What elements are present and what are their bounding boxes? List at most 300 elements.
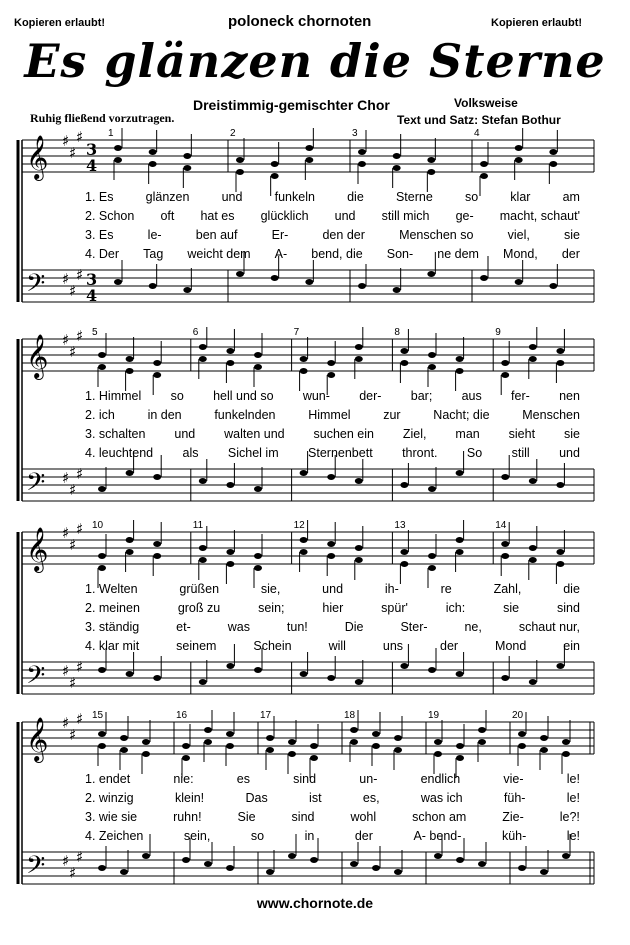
note-head bbox=[556, 360, 564, 366]
lyric-syllable: le- bbox=[147, 228, 162, 242]
lyric-line bbox=[85, 427, 580, 441]
lyric-syllable: hat es bbox=[200, 209, 235, 223]
lyric-syllable: und bbox=[322, 582, 344, 596]
lyric-syllable: Die bbox=[344, 620, 364, 634]
lyric-syllable: so bbox=[170, 389, 184, 403]
time-signature-top: 3 bbox=[86, 140, 98, 159]
bass-clef-icon: 𝄢 bbox=[26, 269, 46, 304]
note-head bbox=[254, 486, 262, 492]
bass-clef-icon: 𝄢 bbox=[26, 468, 46, 503]
lyric-syllable: füh- bbox=[503, 791, 526, 805]
note-head bbox=[501, 372, 509, 378]
lyric-syllable: 1. Welten bbox=[85, 582, 138, 596]
note-head bbox=[518, 865, 526, 871]
lyric-syllable: Sie bbox=[237, 810, 256, 824]
sharp-icon: ♯ bbox=[69, 726, 77, 744]
lyric-syllable: zur bbox=[383, 408, 401, 422]
note-head bbox=[98, 667, 106, 673]
note-head bbox=[254, 553, 262, 559]
note-head bbox=[372, 731, 380, 737]
sharp-icon: ♯ bbox=[76, 465, 84, 483]
sharp-icon: ♯ bbox=[62, 331, 70, 349]
lyric-syllable: ne, bbox=[464, 620, 482, 634]
note-head bbox=[199, 356, 207, 362]
note-head bbox=[126, 356, 134, 362]
measure-number: 16 bbox=[176, 710, 188, 721]
note-head bbox=[456, 356, 464, 362]
note-head bbox=[428, 565, 436, 571]
note-head bbox=[254, 364, 262, 370]
note-head bbox=[126, 368, 134, 374]
lyric-line bbox=[85, 247, 580, 261]
note-head bbox=[254, 565, 262, 571]
note-head bbox=[529, 557, 537, 563]
lyric-syllable: ih- bbox=[384, 582, 399, 596]
lyric-syllable: ben auf bbox=[195, 228, 238, 242]
note-head bbox=[456, 743, 464, 749]
note-head bbox=[427, 157, 435, 163]
lyric-line bbox=[85, 408, 580, 422]
note-head bbox=[562, 751, 570, 757]
lyric-syllable: Mond bbox=[495, 639, 527, 653]
sharp-icon: ♯ bbox=[76, 266, 84, 284]
sharp-icon: ♯ bbox=[69, 481, 77, 499]
lyric-syllable: le! bbox=[566, 791, 580, 805]
lyric-syllable: Ster- bbox=[400, 620, 428, 634]
lyric-syllable: 2. winzig bbox=[85, 791, 134, 805]
note-head bbox=[480, 275, 488, 281]
note-head bbox=[254, 667, 262, 673]
lyric-syllable: Sichel im bbox=[227, 446, 279, 460]
sharp-icon: ♯ bbox=[69, 674, 77, 692]
lyric-syllable: sie bbox=[503, 601, 520, 615]
measure-number: 8 bbox=[394, 327, 400, 338]
note-head bbox=[556, 663, 564, 669]
lyric-line bbox=[85, 639, 580, 653]
note-head bbox=[456, 549, 464, 555]
note-head bbox=[182, 755, 190, 761]
lyric-syllable: le?! bbox=[559, 810, 580, 824]
lyric-syllable: und bbox=[334, 209, 356, 223]
lyric-syllable: ist bbox=[309, 791, 322, 805]
note-head bbox=[126, 671, 134, 677]
lyric-syllable: 3. schalten bbox=[85, 427, 146, 441]
lyric-syllable: uns bbox=[382, 639, 404, 653]
note-head bbox=[226, 549, 234, 555]
note-head bbox=[501, 541, 509, 547]
lyric-syllable: klar bbox=[510, 190, 531, 204]
lyric-syllable: A- bend- bbox=[413, 829, 462, 843]
note-head bbox=[529, 344, 537, 350]
sharp-icon: ♯ bbox=[76, 327, 84, 345]
credits: Text und Satz: Stefan Bothur bbox=[397, 113, 561, 127]
note-head bbox=[358, 283, 366, 289]
lyric-syllable: die bbox=[563, 582, 580, 596]
note-head bbox=[355, 344, 363, 350]
note-head bbox=[98, 364, 106, 370]
note-head bbox=[515, 279, 523, 285]
note-head bbox=[266, 869, 274, 875]
lyric-syllable: aus bbox=[461, 389, 482, 403]
note-head bbox=[98, 565, 106, 571]
lyric-syllable: in den bbox=[147, 408, 182, 422]
lyric-syllable: glänzen bbox=[145, 190, 190, 204]
lyric-syllable: le! bbox=[566, 772, 580, 786]
lyric-syllable: funkeln bbox=[274, 190, 315, 204]
note-head bbox=[540, 747, 548, 753]
lyric-syllable: walten und bbox=[224, 427, 285, 441]
note-head bbox=[549, 283, 557, 289]
footer-url[interactable]: www.chornote.de bbox=[256, 895, 374, 911]
note-head bbox=[199, 557, 207, 563]
note-head bbox=[183, 153, 191, 159]
lyric-syllable: 1. Himmel bbox=[85, 389, 142, 403]
note-head bbox=[153, 541, 161, 547]
lyric-syllable: So bbox=[466, 446, 483, 460]
lyric-line bbox=[85, 582, 580, 596]
lyric-syllable: Tag bbox=[143, 247, 164, 261]
note-head bbox=[149, 161, 157, 167]
lyric-syllable: fer- bbox=[511, 389, 530, 403]
lyric-syllable: thront. bbox=[402, 446, 438, 460]
lyric-syllable: Zie- bbox=[502, 810, 524, 824]
note-head bbox=[114, 145, 122, 151]
lyric-syllable: bend, die bbox=[311, 247, 363, 261]
note-head bbox=[355, 478, 363, 484]
sharp-icon: ♯ bbox=[69, 536, 77, 554]
note-head bbox=[515, 145, 523, 151]
lyric-syllable: un- bbox=[359, 772, 378, 786]
lyric-syllable: der bbox=[440, 639, 459, 653]
note-head bbox=[98, 731, 106, 737]
note-head bbox=[529, 478, 537, 484]
lyric-syllable: 4. Zeichen bbox=[85, 829, 144, 843]
lyric-syllable: die bbox=[347, 190, 364, 204]
sharp-icon: ♯ bbox=[76, 520, 84, 538]
lyric-line bbox=[85, 389, 580, 403]
sharp-icon: ♯ bbox=[69, 282, 77, 300]
note-head bbox=[199, 344, 207, 350]
measure-number: 3 bbox=[352, 128, 358, 139]
lyric-syllable: schaut nur, bbox=[518, 620, 580, 634]
lyric-syllable: ruhn! bbox=[173, 810, 202, 824]
note-head bbox=[226, 482, 234, 488]
note-head bbox=[428, 553, 436, 559]
sharp-icon: ♯ bbox=[62, 524, 70, 542]
measure-number: 15 bbox=[92, 710, 104, 721]
lyric-syllable: wun- bbox=[302, 389, 330, 403]
lyric-syllable: küh- bbox=[501, 829, 527, 843]
note-head bbox=[300, 368, 308, 374]
note-head bbox=[236, 157, 244, 163]
tempo-marking: Ruhig fließend vorzutragen. bbox=[30, 111, 175, 125]
note-head bbox=[254, 352, 262, 358]
note-head bbox=[393, 287, 401, 293]
lyric-syllable: als bbox=[182, 446, 199, 460]
note-head bbox=[300, 470, 308, 476]
note-head bbox=[350, 727, 358, 733]
measure-number: 20 bbox=[512, 710, 524, 721]
lyric-line bbox=[85, 829, 580, 843]
sharp-icon: ♯ bbox=[62, 469, 70, 487]
lyric-syllable: Sterne bbox=[395, 190, 433, 204]
note-head bbox=[226, 743, 234, 749]
lyric-syllable: 3. ständig bbox=[85, 620, 140, 634]
lyric-syllable: funkelnden bbox=[214, 408, 276, 422]
sharp-icon: ♯ bbox=[76, 128, 84, 146]
note-head bbox=[556, 482, 564, 488]
lyric-syllable: Mond, bbox=[503, 247, 538, 261]
note-head bbox=[199, 545, 207, 551]
note-head bbox=[501, 474, 509, 480]
note-head bbox=[428, 667, 436, 673]
lyric-syllable: 3. wie sie bbox=[85, 810, 138, 824]
note-head bbox=[358, 149, 366, 155]
note-head bbox=[355, 679, 363, 685]
lyric-syllable: seinem bbox=[176, 639, 217, 653]
measure-number: 11 bbox=[192, 520, 204, 531]
note-head bbox=[456, 857, 464, 863]
lyric-syllable: sein, bbox=[183, 829, 211, 843]
lyric-syllable: re bbox=[440, 582, 452, 596]
lyric-syllable: still mich bbox=[381, 209, 430, 223]
note-head bbox=[350, 739, 358, 745]
note-head bbox=[393, 165, 401, 171]
sharp-icon: ♯ bbox=[76, 710, 84, 728]
note-head bbox=[305, 157, 313, 163]
copy-note-left: Kopieren erlaubt! bbox=[14, 17, 106, 29]
note-head bbox=[288, 739, 296, 745]
note-head bbox=[355, 545, 363, 551]
note-head bbox=[153, 474, 161, 480]
note-head bbox=[204, 861, 212, 867]
note-head bbox=[556, 561, 564, 567]
note-head bbox=[358, 161, 366, 167]
lyric-syllable: Zahl, bbox=[493, 582, 522, 596]
measure-number: 12 bbox=[293, 520, 305, 531]
note-head bbox=[556, 348, 564, 354]
lyric-syllable: grüßen bbox=[179, 582, 220, 596]
lyric-syllable: man bbox=[455, 427, 480, 441]
lyric-syllable: vie- bbox=[503, 772, 524, 786]
note-head bbox=[288, 751, 296, 757]
lyric-syllable: am bbox=[562, 190, 580, 204]
lyric-line bbox=[85, 772, 580, 786]
note-head bbox=[271, 275, 279, 281]
note-head bbox=[126, 549, 134, 555]
note-head bbox=[434, 853, 442, 859]
lyric-syllable: 4. klar mit bbox=[85, 639, 140, 653]
measure-number: 18 bbox=[344, 710, 356, 721]
time-signature-top: 3 bbox=[86, 270, 98, 289]
lyric-syllable: 2. Schon bbox=[85, 209, 135, 223]
note-head bbox=[226, 731, 234, 737]
note-head bbox=[549, 161, 557, 167]
sharp-icon: ♯ bbox=[69, 343, 77, 361]
note-head bbox=[300, 549, 308, 555]
note-head bbox=[149, 283, 157, 289]
bass-staff bbox=[22, 270, 594, 302]
note-head bbox=[226, 360, 234, 366]
note-head bbox=[400, 482, 408, 488]
note-head bbox=[372, 743, 380, 749]
note-head bbox=[394, 735, 402, 741]
lyric-syllable: spür' bbox=[381, 601, 408, 615]
note-head bbox=[226, 865, 234, 871]
sharp-icon: ♯ bbox=[62, 270, 70, 288]
lyric-syllable: ein bbox=[563, 639, 580, 653]
note-head bbox=[142, 739, 150, 745]
lyric-line bbox=[85, 190, 580, 204]
lyric-syllable: ich: bbox=[445, 601, 466, 615]
note-head bbox=[183, 287, 191, 293]
note-head bbox=[271, 161, 279, 167]
note-head bbox=[153, 675, 161, 681]
bass-staff bbox=[22, 852, 594, 884]
note-head bbox=[478, 739, 486, 745]
lyric-syllable: nen bbox=[559, 389, 580, 403]
note-head bbox=[327, 360, 335, 366]
note-head bbox=[266, 747, 274, 753]
note-head bbox=[428, 364, 436, 370]
lyric-syllable: Son- bbox=[386, 247, 414, 261]
measure-number: 2 bbox=[230, 128, 236, 139]
lyric-syllable: sieht bbox=[508, 427, 536, 441]
lyric-syllable: bar; bbox=[410, 389, 433, 403]
lyric-syllable: 2. ich bbox=[85, 408, 115, 422]
note-head bbox=[327, 372, 335, 378]
lyric-syllable: 1. endet bbox=[85, 772, 131, 786]
lyric-syllable: 4. leuchtend bbox=[85, 446, 154, 460]
lyric-syllable: oft bbox=[160, 209, 175, 223]
lyric-syllable: sie bbox=[564, 228, 580, 242]
note-head bbox=[266, 735, 274, 741]
lyric-syllable: suchen ein bbox=[313, 427, 374, 441]
note-head bbox=[355, 356, 363, 362]
lyric-syllable: et- bbox=[176, 620, 191, 634]
lyric-syllable: groß zu bbox=[177, 601, 221, 615]
lyric-syllable: hier bbox=[322, 601, 344, 615]
measure-number: 9 bbox=[495, 327, 501, 338]
sharp-icon: ♯ bbox=[62, 662, 70, 680]
note-head bbox=[98, 553, 106, 559]
measure-number: 7 bbox=[293, 327, 300, 338]
note-head bbox=[562, 853, 570, 859]
note-head bbox=[478, 727, 486, 733]
measure-number: 10 bbox=[92, 520, 104, 531]
lyric-syllable: 1. Es bbox=[85, 190, 114, 204]
note-head bbox=[199, 679, 207, 685]
bass-clef-icon: 𝄢 bbox=[26, 851, 46, 886]
note-head bbox=[400, 561, 408, 567]
note-head bbox=[540, 869, 548, 875]
lyric-syllable: was bbox=[227, 620, 250, 634]
note-head bbox=[120, 747, 128, 753]
note-head bbox=[126, 470, 134, 476]
note-head bbox=[355, 557, 363, 563]
subtitle: Dreistimmig-gemischter Chor bbox=[193, 97, 390, 113]
measure-number: 5 bbox=[92, 327, 98, 338]
note-head bbox=[529, 679, 537, 685]
lyric-syllable: der bbox=[561, 247, 580, 261]
lyric-syllable: der bbox=[354, 829, 373, 843]
treble-staff bbox=[22, 140, 594, 172]
lyric-syllable: sie bbox=[563, 427, 580, 441]
lyric-syllable: 3. Es bbox=[85, 228, 114, 242]
lyric-syllable: in bbox=[304, 829, 315, 843]
note-head bbox=[327, 474, 335, 480]
sharp-icon: ♯ bbox=[69, 144, 77, 162]
note-head bbox=[98, 352, 106, 358]
note-head bbox=[182, 743, 190, 749]
measure-number: 17 bbox=[260, 710, 272, 721]
lyric-syllable: tun! bbox=[286, 620, 308, 634]
note-head bbox=[288, 853, 296, 859]
sharp-icon: ♯ bbox=[62, 132, 70, 150]
lyric-syllable: le! bbox=[566, 829, 580, 843]
note-head bbox=[98, 486, 106, 492]
note-head bbox=[427, 169, 435, 175]
lyric-syllable: schon am bbox=[412, 810, 467, 824]
note-head bbox=[456, 537, 464, 543]
lyric-syllable: 4. Der bbox=[85, 247, 120, 261]
lyric-syllable: Ziel, bbox=[402, 427, 427, 441]
note-head bbox=[427, 271, 435, 277]
note-head bbox=[153, 360, 161, 366]
note-head bbox=[400, 360, 408, 366]
note-head bbox=[300, 671, 308, 677]
lyric-syllable: Sternenbett bbox=[308, 446, 373, 460]
lyric-syllable: weicht dem bbox=[187, 247, 251, 261]
note-head bbox=[153, 372, 161, 378]
note-head bbox=[501, 675, 509, 681]
note-head bbox=[126, 537, 134, 543]
lyric-syllable: so bbox=[464, 190, 479, 204]
note-head bbox=[120, 735, 128, 741]
note-head bbox=[204, 727, 212, 733]
lyric-syllable: ge- bbox=[455, 209, 474, 223]
note-head bbox=[456, 470, 464, 476]
note-head bbox=[327, 675, 335, 681]
measure-number: 14 bbox=[495, 520, 507, 531]
note-head bbox=[300, 356, 308, 362]
note-head bbox=[114, 279, 122, 285]
lyric-syllable: sind bbox=[293, 772, 317, 786]
lyric-syllable: Schein bbox=[253, 639, 292, 653]
note-head bbox=[327, 541, 335, 547]
lyric-line bbox=[85, 601, 580, 615]
lyric-syllable: viel, bbox=[507, 228, 530, 242]
lyric-syllable: was ich bbox=[420, 791, 463, 805]
copy-note-right: Kopieren erlaubt! bbox=[491, 17, 583, 29]
lyric-line bbox=[85, 791, 580, 805]
lyric-syllable: will bbox=[328, 639, 346, 653]
lyric-syllable: Das bbox=[245, 791, 268, 805]
treble-staff bbox=[22, 722, 594, 754]
lyric-syllable: es bbox=[236, 772, 250, 786]
lyric-syllable: hell und so bbox=[213, 389, 274, 403]
note-head bbox=[199, 478, 207, 484]
publisher-name: poloneck chornoten bbox=[228, 13, 372, 30]
lyric-line bbox=[85, 620, 580, 634]
note-head bbox=[142, 853, 150, 859]
measure-number: 19 bbox=[428, 710, 440, 721]
note-head bbox=[480, 161, 488, 167]
note-head bbox=[182, 857, 190, 863]
sharp-icon: ♯ bbox=[76, 658, 84, 676]
note-head bbox=[394, 869, 402, 875]
note-head bbox=[305, 279, 313, 285]
